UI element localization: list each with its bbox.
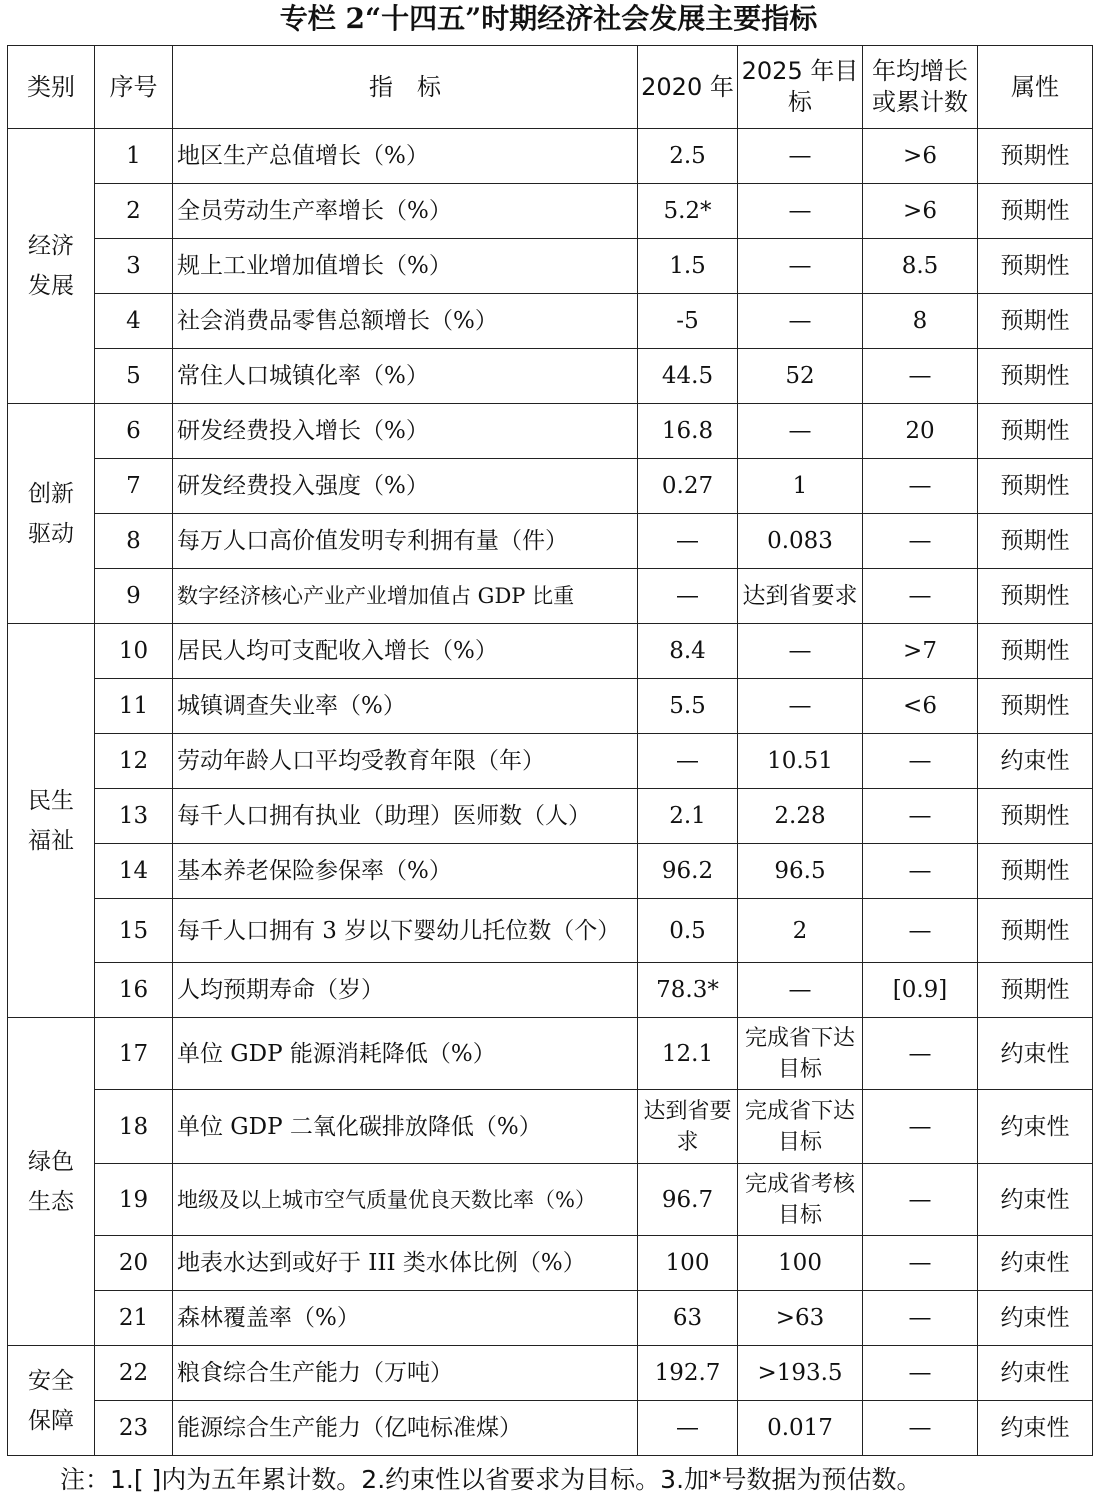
indicator-name: 数字经济核心产业产业增加值占 GDP 比重	[173, 569, 638, 624]
value-2020: 2.5	[638, 129, 738, 184]
header-attribute: 属性	[978, 46, 1093, 129]
target-2025: —	[738, 679, 863, 734]
table-row	[8, 624, 1093, 679]
value-2020: -5	[638, 294, 738, 349]
indicator-name: 每万人口高价值发明专利拥有量（件）	[173, 514, 638, 569]
target-2025: 96.5	[738, 844, 863, 899]
table-row	[8, 963, 1093, 1018]
row-number: 16	[95, 963, 173, 1018]
indicator-name: 全员劳动生产率增长（%）	[173, 184, 638, 239]
target-2025: 2.28	[738, 789, 863, 844]
target-2025: 完成省考核目标	[738, 1164, 863, 1236]
value-2020: 0.5	[638, 899, 738, 963]
header-2025-target: 2025 年目标	[738, 46, 863, 129]
attribute-label: 预期性	[978, 844, 1093, 899]
table-row	[8, 1164, 1093, 1236]
target-2025: 1	[738, 459, 863, 514]
indicator-name: 单位 GDP 二氧化碳排放降低（%）	[173, 1090, 638, 1164]
growth-value: —	[863, 569, 978, 624]
row-number: 1	[95, 129, 173, 184]
category-cell	[8, 1346, 95, 1456]
indicator-name: 常住人口城镇化率（%）	[173, 349, 638, 404]
growth-value: —	[863, 1346, 978, 1401]
attribute-label: 预期性	[978, 294, 1093, 349]
target-2025: 达到省要求	[738, 569, 863, 624]
table-row	[8, 1291, 1093, 1346]
category-cell	[8, 129, 95, 404]
table-row	[8, 349, 1093, 404]
row-number: 6	[95, 404, 173, 459]
header-row	[8, 46, 1093, 129]
attribute-label: 预期性	[978, 459, 1093, 514]
value-2020: 12.1	[638, 1018, 738, 1090]
growth-value: —	[863, 1236, 978, 1291]
footnote: 注：1.[ ]内为五年累计数。2.约束性以省要求为目标。3.加*号数据为预估数。	[60, 1465, 922, 1494]
target-2025: —	[738, 963, 863, 1018]
indicator-name: 每千人口拥有执业（助理）医师数（人）	[173, 789, 638, 844]
attribute-label: 约束性	[978, 1018, 1093, 1090]
table-row	[8, 239, 1093, 294]
row-number: 7	[95, 459, 173, 514]
attribute-label: 约束性	[978, 1164, 1093, 1236]
row-number: 2	[95, 184, 173, 239]
growth-value: —	[863, 899, 978, 963]
target-2025: >193.5	[738, 1346, 863, 1401]
indicator-name: 社会消费品零售总额增长（%）	[173, 294, 638, 349]
target-2025: —	[738, 184, 863, 239]
indicator-name: 劳动年龄人口平均受教育年限（年）	[173, 734, 638, 789]
indicator-name: 研发经费投入强度（%）	[173, 459, 638, 514]
table-row	[8, 294, 1093, 349]
table-row	[8, 844, 1093, 899]
attribute-label: 预期性	[978, 129, 1093, 184]
category-label: 安全保障	[28, 1367, 74, 1434]
table-row	[8, 404, 1093, 459]
category-label: 创新驱动	[28, 480, 74, 547]
growth-value: —	[863, 1090, 978, 1164]
indicator-name: 每千人口拥有 3 岁以下婴幼儿托位数（个）	[173, 899, 638, 963]
target-2025: 2	[738, 899, 863, 963]
value-2020: —	[638, 734, 738, 789]
attribute-label: 预期性	[978, 963, 1093, 1018]
row-number: 20	[95, 1236, 173, 1291]
table-row	[8, 459, 1093, 514]
growth-value: >6	[863, 184, 978, 239]
indicator-name: 单位 GDP 能源消耗降低（%）	[173, 1018, 638, 1090]
growth-value: 20	[863, 404, 978, 459]
indicator-name: 森林覆盖率（%）	[173, 1291, 638, 1346]
attribute-label: 约束性	[978, 734, 1093, 789]
target-2025: 10.51	[738, 734, 863, 789]
attribute-label: 预期性	[978, 569, 1093, 624]
category-cell	[8, 1018, 95, 1346]
attribute-label: 预期性	[978, 349, 1093, 404]
category-cell	[8, 624, 95, 1018]
table-row	[8, 899, 1093, 963]
value-2020: —	[638, 569, 738, 624]
table-row	[8, 734, 1093, 789]
value-2020: 16.8	[638, 404, 738, 459]
row-number: 21	[95, 1291, 173, 1346]
attribute-label: 预期性	[978, 624, 1093, 679]
value-2020: 100	[638, 1236, 738, 1291]
growth-value: —	[863, 1401, 978, 1456]
value-2020: —	[638, 1401, 738, 1456]
value-2020: 63	[638, 1291, 738, 1346]
growth-value: —	[863, 349, 978, 404]
row-number: 23	[95, 1401, 173, 1456]
target-2025: 52	[738, 349, 863, 404]
target-2025: 0.083	[738, 514, 863, 569]
table-row	[8, 789, 1093, 844]
growth-value: —	[863, 789, 978, 844]
growth-value: 8.5	[863, 239, 978, 294]
row-number: 3	[95, 239, 173, 294]
category-cell	[8, 404, 95, 624]
row-number: 19	[95, 1164, 173, 1236]
target-2025: —	[738, 404, 863, 459]
value-2020: 44.5	[638, 349, 738, 404]
growth-value: —	[863, 1291, 978, 1346]
target-2025: 完成省下达目标	[738, 1018, 863, 1090]
row-number: 14	[95, 844, 173, 899]
table-row	[8, 1346, 1093, 1401]
header-category: 类别	[8, 46, 95, 129]
row-number: 22	[95, 1346, 173, 1401]
table-row	[8, 1401, 1093, 1456]
attribute-label: 预期性	[978, 239, 1093, 294]
row-number: 18	[95, 1090, 173, 1164]
value-2020: —	[638, 514, 738, 569]
table-row	[8, 569, 1093, 624]
table-body	[8, 129, 1093, 1456]
value-2020: 8.4	[638, 624, 738, 679]
indicators-table	[7, 45, 1093, 1456]
table-row	[8, 129, 1093, 184]
row-number: 12	[95, 734, 173, 789]
row-number: 10	[95, 624, 173, 679]
row-number: 8	[95, 514, 173, 569]
attribute-label: 约束性	[978, 1401, 1093, 1456]
value-2020: 0.27	[638, 459, 738, 514]
value-2020: 1.5	[638, 239, 738, 294]
value-2020: 96.7	[638, 1164, 738, 1236]
growth-value: >7	[863, 624, 978, 679]
header-2020: 2020 年	[638, 46, 738, 129]
row-number: 15	[95, 899, 173, 963]
table-row	[8, 184, 1093, 239]
row-number: 5	[95, 349, 173, 404]
attribute-label: 约束性	[978, 1291, 1093, 1346]
header-number: 序号	[95, 46, 173, 129]
value-2020: 192.7	[638, 1346, 738, 1401]
value-2020: 2.1	[638, 789, 738, 844]
row-number: 4	[95, 294, 173, 349]
table-row	[8, 679, 1093, 734]
indicator-name: 基本养老保险参保率（%）	[173, 844, 638, 899]
indicator-name: 研发经费投入增长（%）	[173, 404, 638, 459]
indicator-name: 地级及以上城市空气质量优良天数比率（%）	[173, 1164, 638, 1236]
indicator-name: 地区生产总值增长（%）	[173, 129, 638, 184]
target-2025: 100	[738, 1236, 863, 1291]
row-number: 13	[95, 789, 173, 844]
target-2025: 0.017	[738, 1401, 863, 1456]
category-label: 民生福祉	[28, 787, 74, 854]
indicator-name: 规上工业增加值增长（%）	[173, 239, 638, 294]
growth-value: —	[863, 514, 978, 569]
target-2025: —	[738, 624, 863, 679]
value-2020: 5.2*	[638, 184, 738, 239]
target-2025: —	[738, 239, 863, 294]
attribute-label: 约束性	[978, 1236, 1093, 1291]
growth-value: —	[863, 459, 978, 514]
category-label: 绿色生态	[28, 1148, 74, 1215]
attribute-label: 预期性	[978, 404, 1093, 459]
target-2025: >63	[738, 1291, 863, 1346]
indicator-name: 城镇调查失业率（%）	[173, 679, 638, 734]
target-2025: 完成省下达目标	[738, 1090, 863, 1164]
growth-value: —	[863, 1164, 978, 1236]
row-number: 17	[95, 1018, 173, 1090]
attribute-label: 约束性	[978, 1090, 1093, 1164]
growth-value: —	[863, 1018, 978, 1090]
indicator-name: 人均预期寿命（岁）	[173, 963, 638, 1018]
indicator-name: 地表水达到或好于 III 类水体比例（%）	[173, 1236, 638, 1291]
growth-value: >6	[863, 129, 978, 184]
value-2020: 96.2	[638, 844, 738, 899]
table-row	[8, 1236, 1093, 1291]
growth-value: [0.9]	[863, 963, 978, 1018]
value-2020: 78.3*	[638, 963, 738, 1018]
attribute-label: 预期性	[978, 789, 1093, 844]
attribute-label: 预期性	[978, 679, 1093, 734]
attribute-label: 预期性	[978, 514, 1093, 569]
value-2020: 达到省要求	[638, 1090, 738, 1164]
table-row	[8, 1018, 1093, 1090]
indicator-name: 居民人均可支配收入增长（%）	[173, 624, 638, 679]
attribute-label: 预期性	[978, 184, 1093, 239]
row-number: 9	[95, 569, 173, 624]
table-row	[8, 1090, 1093, 1164]
header-growth: 年均增长或累计数	[863, 46, 978, 129]
growth-value: —	[863, 734, 978, 789]
table-row	[8, 514, 1093, 569]
category-label: 经济发展	[28, 233, 74, 299]
target-2025: —	[738, 129, 863, 184]
header-indicator: 指 标	[173, 46, 638, 129]
growth-value: 8	[863, 294, 978, 349]
value-2020: 5.5	[638, 679, 738, 734]
attribute-label: 约束性	[978, 1346, 1093, 1401]
table-title: 专栏 2“十四五”时期经济社会发展主要指标	[279, 2, 818, 35]
target-2025: —	[738, 294, 863, 349]
attribute-label: 预期性	[978, 899, 1093, 963]
growth-value: —	[863, 844, 978, 899]
indicator-name: 能源综合生产能力（亿吨标准煤）	[173, 1401, 638, 1456]
row-number: 11	[95, 679, 173, 734]
indicator-name: 粮食综合生产能力（万吨）	[173, 1346, 638, 1401]
growth-value: <6	[863, 679, 978, 734]
